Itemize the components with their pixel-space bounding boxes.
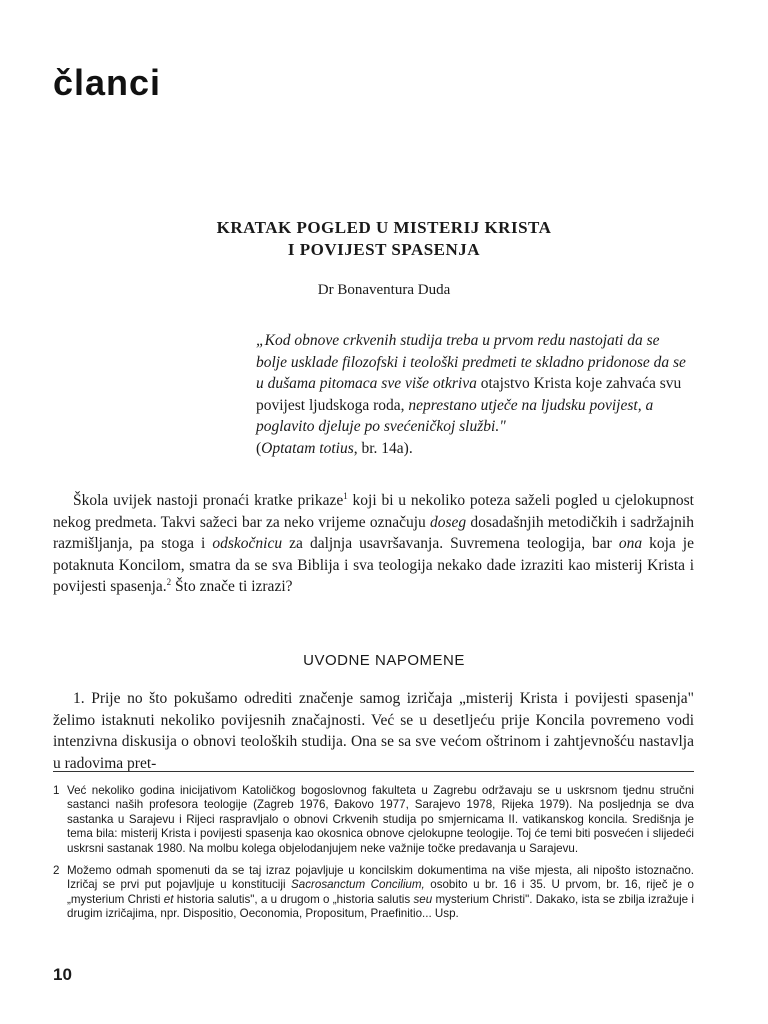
- epigraph: [256, 330, 694, 459]
- footnote-2: [53, 864, 694, 922]
- paragraph-1: [53, 688, 694, 774]
- author: Dr Bonaventura Duda: [317, 282, 451, 298]
- epigraph-italic-2: neprestano utječe na ljudsku povijest, a poglavito djeluje po svećeničkoj službi.": [256, 396, 654, 435]
- text-run: Možemo odmah spomenuti da se taj izraz pojavljuje u koncilskim dokumentima na više mjesta, ali nipošto istoznačno. Izričaj se prvi put pojavljuje u konstituciji: [67, 864, 694, 892]
- text-run: koji bi u nekoliko poteza saželi pogled u cjelokupnost nekog predmeta. Takvi sažeci bar za neko vrijeme označuju: [53, 492, 694, 531]
- paragraph-intro: [53, 490, 694, 598]
- emphasis: ona: [618, 535, 643, 553]
- text-run: koja je potaknuta Koncilom, smatra da se sva Biblija i sva teologija nekako dade izraziti kao misterij Krista i povijesti spasenja.: [53, 535, 694, 596]
- text-run: za daljnja usavršavanja. Suvremena teologija, bar: [282, 535, 619, 553]
- subheading: UVODNE NAPOMENE: [303, 652, 465, 669]
- epigraph-source: (Optatam totius, br. 14a).: [256, 439, 413, 457]
- emphasis: odskočnicu: [212, 535, 283, 553]
- emphasis: doseg: [430, 513, 467, 531]
- text-run: Što znače ti izrazi?: [171, 578, 293, 596]
- text-run: historia salutis", a u drugom o „historia salutis: [173, 892, 414, 906]
- emphasis: Sacrosanctum Concilium,: [291, 878, 425, 892]
- epigraph-source-ref: , br. 14a).: [353, 439, 413, 457]
- text-run: dosadašnjih metodičkih i sadržajnih razmišljanja, pa stoga i: [53, 513, 694, 553]
- footnote-ref-1: 1: [343, 490, 348, 501]
- epigraph-text: [256, 330, 694, 438]
- text-run: osobito u br. 16 i 35. U prvom, br. 16, riječ je o „mysterium Christi: [67, 878, 694, 906]
- footnote-number: 1: [53, 784, 60, 797]
- footnote-text: [67, 864, 694, 922]
- emphasis: et: [163, 892, 174, 906]
- paragraph-intro-text: [53, 490, 694, 598]
- footnote-ref-2: 2: [166, 577, 172, 588]
- footnote-1: [53, 784, 694, 856]
- section-heading: članci: [53, 62, 162, 103]
- emphasis: seu: [413, 892, 433, 906]
- epigraph-roman: otajstvo Krista koje zahvaća svu povijest ljudskoga roda,: [256, 375, 682, 414]
- epigraph-italic-1: „Kod obnove crkvenih studija treba u prvom redu nastojati da se bolje usklade filozofski i teološki predmeti te skladno pridonose da se u dušama pitomaca sve više otkriva: [256, 332, 686, 392]
- footnotes: [53, 784, 694, 930]
- page-number: 10: [53, 965, 72, 984]
- paragraph-1-text: 1. Prije no što pokušamo odrediti značenje samog izričaja „misterij Krista i povijesti spasenja" želimo istaknuti nekoliko povijesnih značajnosti. Već se u desetljeću prije Koncila povremeno vodi intenzivna diskusija o obnovi teoloških studija. Ona se sa sve većom oštrinom i zahtjevnošću nastavlja u radovima pret-: [53, 690, 694, 772]
- footnote-text: Već nekoliko godina inicijativom Katoličkog bogoslovnog fakulteta u Zagrebu održavaju se u uskrsnom tjednu stručni sastanci naših profesora teologije (Zagreb 1976, Đakovo 1977, Sarajevo 1978, Rijeka 1979). Na posljednja se dva sastanka u Sarajevu i Rijeci raspravljalo o obnovi Crkvenih studija po smjernicama II. vatikanskog koncila. Središnja je tema bila: misterij Krista i povijesti spasenja kao okosnica obnove cjelokupne teologije. Toj će temi biti posvećen i slijedeći uskrsni sastanak 1980. Na molbu kolega objelodanjujem neke važnije točke predavanja u Sarajevu.: [67, 784, 694, 855]
- article-title-line-1: KRATAK POGLED U MISTERIJ KRISTA: [216, 218, 552, 237]
- footnote-divider: [53, 771, 694, 772]
- epigraph-source-title: Optatam totius: [261, 439, 354, 457]
- text-run: mysterium Christi". Dakako, ista se zbilja izražuje i drugim izričajima, npr. Dispositio, Oeconomia, Propositum, Praefinitio... Usp.: [67, 892, 694, 921]
- text-run: Škola uvijek nastoji pronaći kratke prikaze: [73, 492, 344, 509]
- footnote-number: 2: [53, 864, 60, 878]
- article-title-line-2: I POVIJEST SPASENJA: [287, 240, 481, 259]
